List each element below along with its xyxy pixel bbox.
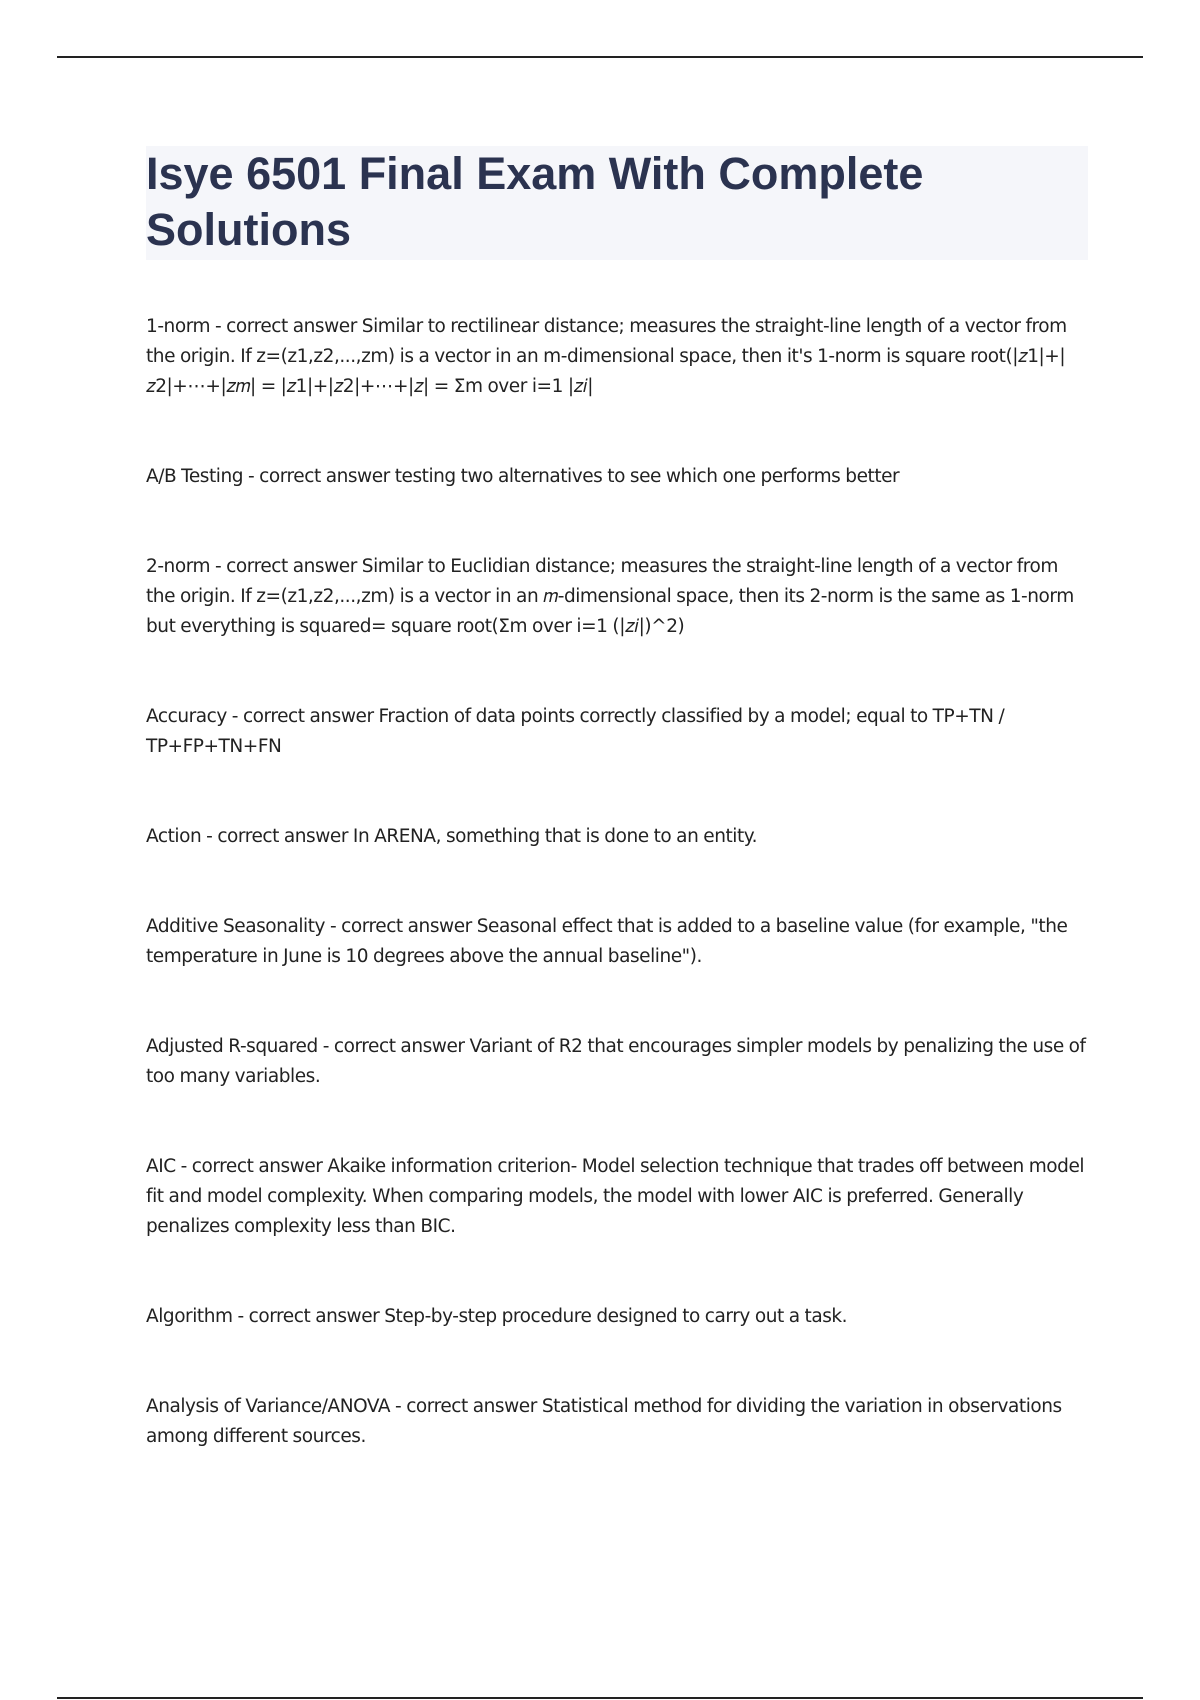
document-body: [146, 146, 1088, 1452]
entry-anova: Analysis of Variance/ANOVA - correct answer Statistical method for dividing the variation in observations among different sources.: [146, 1396, 1062, 1447]
document-title: Isye 6501 Final Exam With Complete Solutions: [146, 148, 924, 255]
entry-accuracy: Accuracy - correct answer Fraction of data points correctly classified by a model; equal to TP+TN / TP+FP+TN+FN: [146, 706, 1005, 757]
entry-additive-seasonality: Additive Seasonality - correct answer Seasonal effect that is added to a baseline value (for example, "the temperature in June is 10 degrees above the annual baseline").: [146, 916, 1068, 967]
entry-ab-testing: A/B Testing - correct answer testing two alternatives to see which one performs better: [146, 466, 900, 487]
entry-action: Action - correct answer In ARENA, something that is done to an entity.: [146, 826, 758, 847]
entry-2-norm: 2-norm - correct answer Similar to Euclidian distance; measures the straight-line length of a vector from the origin. If z=(z1,z2,...,zm) is a vector in an 𝑚-dimensional space, then its 2-norm is the same as 1-norm but everything is squared= square root(Σm over i=1 (|𝑧𝑖|)^2): [146, 556, 1074, 637]
title-banner: [146, 146, 1088, 260]
bottom-rule: [57, 1697, 1143, 1699]
entry-1-norm: 1-norm - correct answer Similar to rectilinear distance; measures the straight-line length of a vector from the origin. If z=(z1,z2,...,zm) is a vector in an m-dimensional space, then it's 1-norm is square root(|𝑧1|+|𝑧2|+⋯+|𝑧𝑚| = |𝑧1|+|𝑧2|+⋯+|𝑧| = Σm over i=1 |𝑧𝑖|: [146, 316, 1067, 397]
entry-adjusted-r-squared: Adjusted R-squared - correct answer Variant of R2 that encourages simpler models by penalizing the use of too many variables.: [146, 1036, 1086, 1087]
top-rule: [57, 56, 1143, 58]
entry-aic: AIC - correct answer Akaike information criterion- Model selection technique that trades off between model fit and model complexity. When comparing models, the model with lower AIC is preferred. Generally penalizes complexity less than BIC.: [146, 1156, 1085, 1237]
entry-algorithm: Algorithm - correct answer Step-by-step procedure designed to carry out a task.: [146, 1306, 848, 1327]
